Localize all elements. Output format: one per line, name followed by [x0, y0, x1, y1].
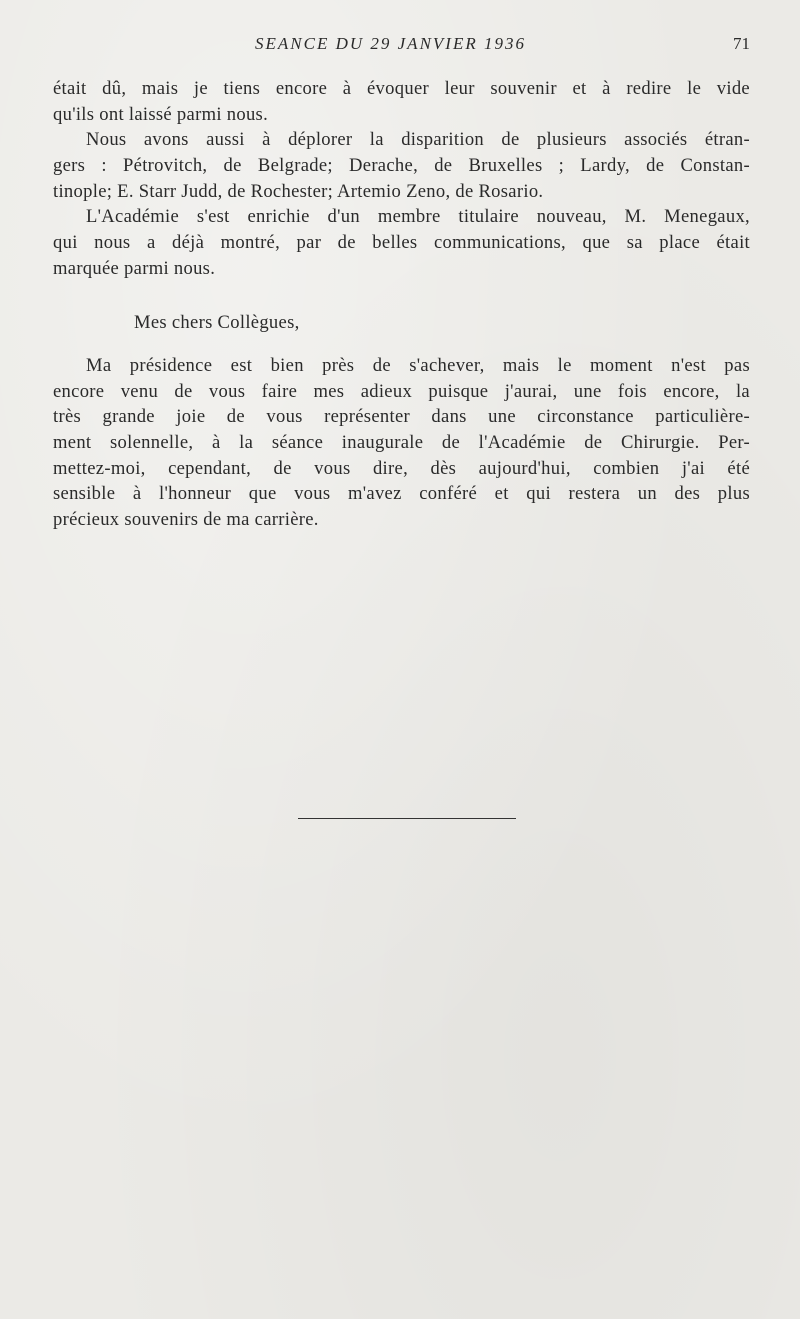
text-line: encore venu de vous faire mes adieux puisque j'aurai, une fois encore, la: [53, 380, 750, 402]
text-line: marquée parmi nous.: [53, 257, 216, 279]
section-end-rule: [298, 818, 516, 819]
text-line: précieux souvenirs de ma carrière.: [53, 509, 319, 531]
page-number: 71: [733, 34, 750, 53]
text-line: était dû, mais je tiens encore à évoquer leur souvenir et à redire le vide: [53, 78, 750, 99]
paragraph-1: [53, 76, 750, 127]
text-line: mettez-moi, cependant, de vous dire, dès aujourd'hui, combien j'ai été: [53, 457, 750, 479]
paragraph-4: [53, 353, 750, 533]
text-line: ment solennelle, à la séance inaugurale de l'Académie de Chirurgie. Per-: [53, 432, 750, 454]
text-line: très grande joie de vous représenter dans une circonstance particulière-: [53, 406, 750, 428]
text-line: L'Académie s'est enrichie d'un membre titulaire nouveau, M. Menegaux,: [86, 206, 750, 228]
running-title: SEANCE DU 29 JANVIER 1936: [255, 34, 526, 53]
text-line: Nous avons aussi à déplorer la disparition de plusieurs associés étran-: [86, 129, 750, 151]
body-text-top: [53, 76, 750, 282]
text-line: sensible à l'honneur que vous m'avez conféré et qui restera un des plus: [53, 483, 750, 505]
text-line: qui nous a déjà montré, par de belles communications, que sa place était: [53, 232, 750, 254]
paragraph-2: [53, 127, 750, 204]
text-line: tinople; E. Starr Judd, de Rochester; Artemio Zeno, de Rosario.: [53, 180, 544, 202]
salutation: Mes chers Collègues,: [134, 312, 300, 333]
text-line: Ma présidence est bien près de s'achever, mais le moment n'est pas: [86, 355, 750, 376]
text-line: qu'ils ont laissé parmi nous.: [53, 103, 269, 125]
text-line: gers : Pétrovitch, de Belgrade; Derache, de Bruxelles ; Lardy, de Constan-: [53, 155, 750, 177]
paragraph-3: [53, 204, 750, 281]
running-header: [0, 34, 800, 54]
body-text-bottom: [53, 353, 750, 533]
